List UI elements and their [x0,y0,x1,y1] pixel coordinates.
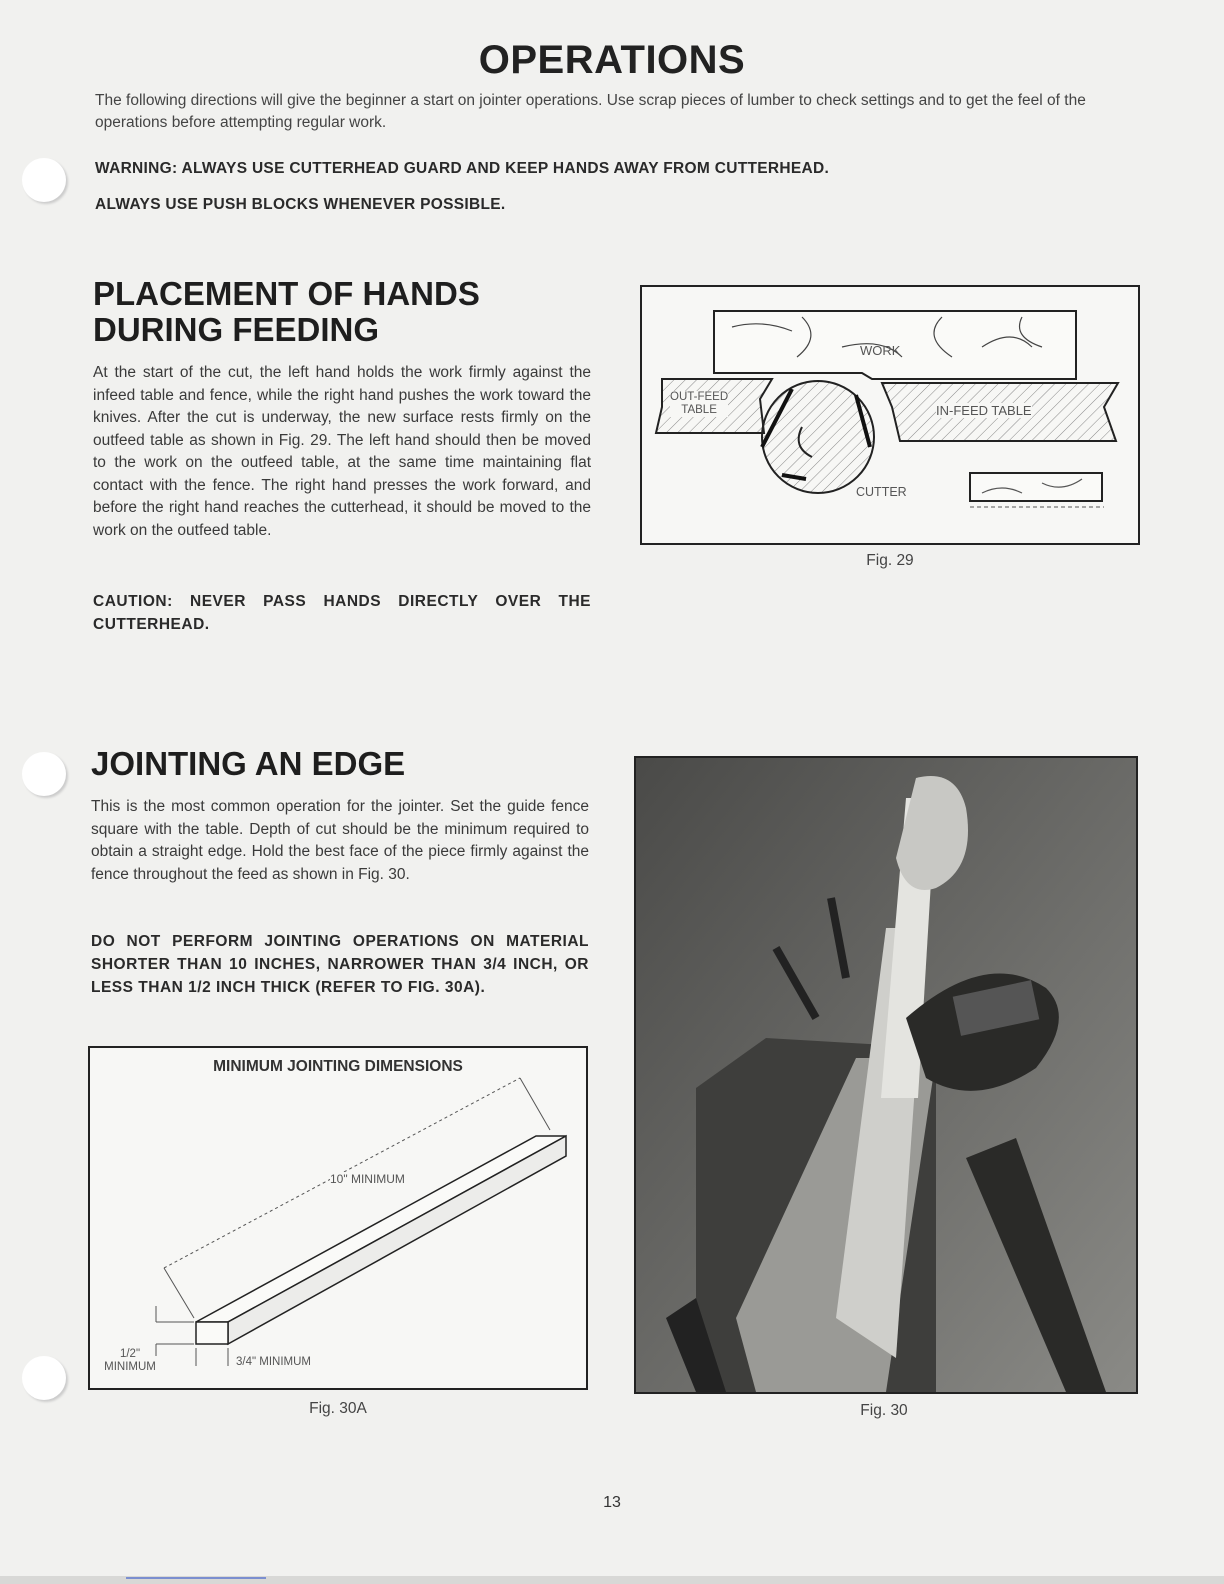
fig29-outfeed-line2: TABLE [681,404,717,416]
fig30a-thickness-value: 1/2" [119,1348,141,1360]
scan-edge-mark [126,1577,266,1579]
fig29-caption: Fig. 29 [866,552,914,569]
fig30a-caption: Fig. 30A [309,1400,367,1417]
binder-hole-middle [22,752,66,796]
placement-heading-line2: DURING FEEDING [93,311,380,348]
board-top-face [196,1136,566,1322]
placement-body: At the start of the cut, the left hand holds the work firmly against the infeed table and fence, while the right hand pushes the work toward the knives. After the cut is underway, the new surface rests firmly on the outfeed table as shown in Fig. 29. The left hand should then be moved to the work on the outfeed table, at the same time maintaining flat contact with the fence. The right hand presses the work forward, and before the right hand reaches the cutterhead, it should be moved to the work on the outfeed table. [93,364,591,539]
placement-heading-line1: PLACEMENT OF HANDS [93,275,480,312]
fig29-infeed-label: IN-FEED TABLE [936,403,1032,418]
fig30a-width-label: 3/4" MINIMUM [236,1356,312,1368]
small-workpiece [970,473,1102,501]
jointing-warning: DO NOT PERFORM JOINTING OPERATIONS ON MATERIAL SHORTER THAN 10 INCHES, NARROWER THAN 3/4 INCH, OR LESS THAN 1/2 INCH THICK (REFER TO FIG. 30A). [91,933,589,996]
fig29-outfeed-line1: OUT-FEED [670,391,729,403]
fig30-caption: Fig. 30 [860,1402,908,1419]
fig29-cutter-label: CUTTER [856,485,907,499]
board-end-face [196,1322,228,1344]
binder-hole-bottom [22,1356,66,1400]
page-number: 13 [603,1494,621,1511]
warning-cutterhead: WARNING: ALWAYS USE CUTTERHEAD GUARD AND KEEP HANDS AWAY FROM CUTTERHEAD. [95,160,830,177]
fig30a-title: MINIMUM JOINTING DIMENSIONS [213,1058,463,1075]
warning-push-blocks: ALWAYS USE PUSH BLOCKS WHENEVER POSSIBLE. [95,196,506,213]
page-title: OPERATIONS [478,38,746,82]
binder-hole-top [22,158,66,202]
fig30-photo [634,756,1138,1394]
jointing-body: This is the most common operation for the jointer. Set the guide fence square with the table. Depth of cut should be the minimum required to obtain a straight edge. Hold the best face of the piece firmly against the fence throughout the feed as shown in Fig. 30. [91,798,589,883]
fig29-diagram [640,285,1140,545]
placement-caution: CAUTION: NEVER PASS HANDS DIRECTLY OVER THE CUTTERHEAD. [93,593,591,633]
fig29-outfeed-label [670,391,728,417]
fig30a-diagram [88,1046,588,1390]
jointing-heading: JOINTING AN EDGE [91,745,406,782]
placement-heading [93,276,480,348]
intro-paragraph: The following directions will give the beginner a start on jointer operations. Use scrap pieces of lumber to check settings and to get the feel of the operations before attempting regular work. [95,92,1086,131]
fig30a-thickness [100,1348,160,1374]
fig30a-thickness-label: MINIMUM [104,1361,156,1373]
fig30a-length-label: 10" MINIMUM [330,1172,405,1186]
fig29-work-label: WORK [860,343,901,358]
board-side-face [228,1136,566,1344]
